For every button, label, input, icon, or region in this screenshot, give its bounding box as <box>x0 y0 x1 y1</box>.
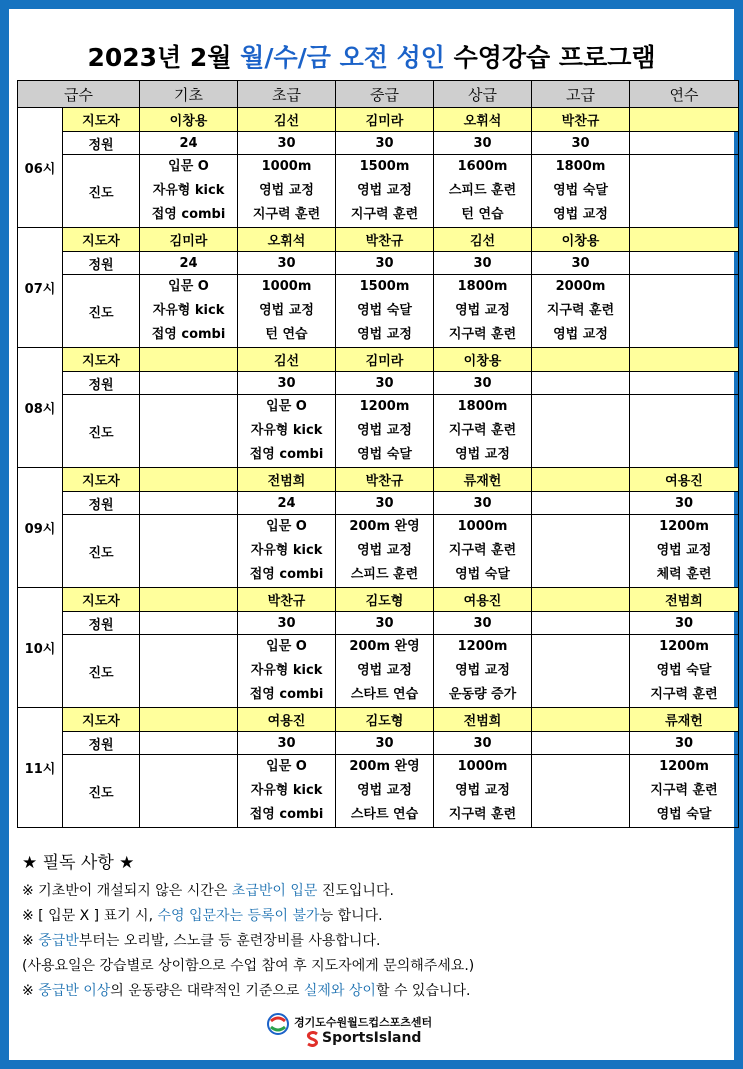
progress-line: 자유형 kick <box>250 663 323 678</box>
progress-line: 영법 교정 <box>357 543 412 558</box>
progress-cell <box>434 755 532 828</box>
instructor-cell <box>140 708 238 732</box>
progress-cell <box>630 275 739 348</box>
header-beginner: 초급 <box>238 81 336 108</box>
instructor-cell: 이창용 <box>140 108 238 132</box>
progress-cell <box>140 275 238 348</box>
progress-line: 접영 combi <box>249 807 324 822</box>
progress-line: 접영 combi <box>249 447 324 462</box>
progress-line: 영법 교정 <box>357 183 412 198</box>
note-4: (사용요일은 강습별로 상이함으로 수업 참여 후 지도자에게 문의해주세요.) <box>22 958 475 974</box>
emblem-icon <box>266 1012 290 1036</box>
progress-line: 1800m <box>457 399 508 414</box>
instructor-cell: 김도형 <box>336 588 434 612</box>
capacity-label: 정원 <box>63 612 140 635</box>
progress-cell <box>630 515 739 588</box>
progress-line: 영법 교정 <box>553 327 608 342</box>
progress-row <box>18 275 739 348</box>
progress-row <box>18 155 739 228</box>
capacity-cell <box>140 612 238 635</box>
capacity-cell <box>532 612 630 635</box>
instructor-cell: 김도형 <box>336 708 434 732</box>
progress-line: 1200m <box>659 519 709 534</box>
instructor-cell: 여용진 <box>238 708 336 732</box>
progress-line: 지구력 훈련 <box>252 207 321 222</box>
progress-line: 영법 교정 <box>357 327 412 342</box>
progress-line: 영법 숙달 <box>656 663 712 678</box>
progress-line: 입문 O <box>266 519 307 534</box>
progress-line: 턴 연습 <box>265 327 308 342</box>
capacity-cell: 30 <box>630 732 739 755</box>
notes-heading: ★ 필독 사항 ★ <box>22 853 135 873</box>
capacity-cell: 30 <box>434 372 532 395</box>
progress-cell <box>238 395 336 468</box>
progress-line: 영법 교정 <box>357 423 412 438</box>
instructor-cell: 박찬규 <box>238 588 336 612</box>
progress-line: 접영 combi <box>249 687 324 702</box>
progress-line: 1200m <box>359 399 410 414</box>
progress-cell <box>532 155 630 228</box>
progress-cell <box>140 755 238 828</box>
time-slot: 11시 <box>18 708 63 828</box>
instructor-cell: 오휘석 <box>434 108 532 132</box>
progress-line: 1000m <box>457 519 508 534</box>
time-slot: 06시 <box>18 108 63 228</box>
capacity-cell: 30 <box>336 732 434 755</box>
instructor-cell: 류재헌 <box>630 708 739 732</box>
progress-label: 진도 <box>63 395 140 468</box>
instructor-cell: 박찬규 <box>532 108 630 132</box>
progress-line: 스타트 연습 <box>350 687 419 702</box>
instructor-label: 지도자 <box>63 708 140 732</box>
progress-line: 200m 완영 <box>349 759 420 774</box>
progress-cell <box>336 155 434 228</box>
progress-line: 자유형 kick <box>250 543 323 558</box>
note-1: ※ 기초반이 개설되지 않은 시간은 초급반이 입문 진도입니다. <box>22 883 394 899</box>
progress-line: 지구력 훈련 <box>448 807 517 822</box>
capacity-cell: 30 <box>532 132 630 155</box>
progress-line: 지구력 훈련 <box>546 303 615 318</box>
progress-line: 1000m <box>261 159 312 174</box>
progress-line: 지구력 훈련 <box>448 423 517 438</box>
capacity-cell: 30 <box>336 252 434 275</box>
capacity-cell: 30 <box>434 132 532 155</box>
s-mark-icon <box>306 1031 320 1047</box>
progress-cell <box>434 275 532 348</box>
capacity-cell: 30 <box>434 252 532 275</box>
progress-line: 접영 combi <box>151 327 226 342</box>
capacity-cell: 30 <box>434 612 532 635</box>
note-2: ※ [ 입문 X ] 표기 시, 수영 입문자는 등록이 불가능 합니다. <box>22 908 383 924</box>
progress-line: 스피드 훈련 <box>448 183 517 198</box>
header-training: 연수 <box>630 81 739 108</box>
capacity-label: 정원 <box>63 732 140 755</box>
capacity-cell: 30 <box>434 492 532 515</box>
progress-cell <box>238 755 336 828</box>
progress-label: 진도 <box>63 755 140 828</box>
instructor-cell: 김선 <box>238 348 336 372</box>
progress-line: 영법 숙달 <box>455 567 510 582</box>
capacity-cell <box>532 492 630 515</box>
note-5: ※ 중급반 이상의 운동량은 대략적인 기준으로 실제와 상이할 수 있습니다. <box>22 983 471 999</box>
instructor-row <box>18 108 739 132</box>
progress-line: 자유형 kick <box>152 183 225 198</box>
time-slot: 08시 <box>18 348 63 468</box>
capacity-cell: 30 <box>336 132 434 155</box>
progress-line: 스타트 연습 <box>350 807 419 822</box>
progress-line: 입문 O <box>168 159 209 174</box>
progress-line: 2000m <box>555 279 606 294</box>
progress-cell <box>336 635 434 708</box>
progress-line: 자유형 kick <box>250 423 323 438</box>
progress-cell <box>336 275 434 348</box>
progress-line: 영법 교정 <box>357 663 412 678</box>
capacity-cell: 24 <box>140 252 238 275</box>
capacity-label: 정원 <box>63 492 140 515</box>
page-title: 2023년 2월 월/수/금 오전 성인 수영강습 프로그램 <box>87 43 656 72</box>
progress-cell <box>630 635 739 708</box>
schedule-table <box>17 80 739 828</box>
header-intermediate: 중급 <box>336 81 434 108</box>
progress-cell <box>532 515 630 588</box>
note-3: ※ 중급반부터는 오리발, 스노클 등 훈련장비를 사용합니다. <box>22 933 381 949</box>
progress-line: 1200m <box>659 639 709 654</box>
progress-label: 진도 <box>63 275 140 348</box>
capacity-row <box>18 132 739 155</box>
progress-line: 1000m <box>261 279 312 294</box>
instructor-cell: 김선 <box>434 228 532 252</box>
progress-label: 진도 <box>63 635 140 708</box>
progress-line: 지구력 훈련 <box>650 687 718 702</box>
instructor-cell: 김미라 <box>336 348 434 372</box>
instructor-cell <box>630 348 739 372</box>
progress-label: 진도 <box>63 515 140 588</box>
progress-cell <box>140 635 238 708</box>
instructor-label: 지도자 <box>63 348 140 372</box>
instructor-cell: 김미라 <box>336 108 434 132</box>
capacity-cell <box>630 132 739 155</box>
instructor-cell: 박찬규 <box>336 468 434 492</box>
instructor-cell: 이창용 <box>532 228 630 252</box>
capacity-cell: 24 <box>238 492 336 515</box>
progress-line: 200m 완영 <box>349 639 420 654</box>
header-upper: 상급 <box>434 81 532 108</box>
instructor-label: 지도자 <box>63 228 140 252</box>
progress-line: 1800m <box>457 279 508 294</box>
progress-cell <box>630 395 739 468</box>
progress-cell <box>140 395 238 468</box>
capacity-cell: 30 <box>532 252 630 275</box>
progress-line: 영법 교정 <box>455 783 510 798</box>
time-slot: 07시 <box>18 228 63 348</box>
progress-cell <box>630 155 739 228</box>
progress-cell <box>532 275 630 348</box>
progress-line: 영법 교정 <box>553 207 608 222</box>
progress-line: 영법 교정 <box>259 183 314 198</box>
progress-label: 진도 <box>63 155 140 228</box>
capacity-cell: 30 <box>238 612 336 635</box>
progress-row <box>18 635 739 708</box>
progress-line: 지구력 훈련 <box>650 783 718 798</box>
progress-cell <box>238 515 336 588</box>
instructor-cell <box>532 708 630 732</box>
instructor-cell: 오휘석 <box>238 228 336 252</box>
capacity-row <box>18 612 739 635</box>
instructor-cell: 전범희 <box>434 708 532 732</box>
instructor-row <box>18 588 739 612</box>
progress-line: 영법 교정 <box>259 303 314 318</box>
capacity-cell: 30 <box>238 132 336 155</box>
instructor-row <box>18 468 739 492</box>
instructor-label: 지도자 <box>63 108 140 132</box>
instructor-row <box>18 348 739 372</box>
capacity-row <box>18 732 739 755</box>
progress-line: 운동량 증가 <box>448 687 517 702</box>
instructor-cell: 김미라 <box>140 228 238 252</box>
progress-line: 1200m <box>457 639 508 654</box>
progress-line: 영법 숙달 <box>357 303 412 318</box>
progress-line: 1500m <box>359 159 410 174</box>
progress-line: 지구력 훈련 <box>448 543 517 558</box>
capacity-label: 정원 <box>63 372 140 395</box>
progress-cell <box>434 515 532 588</box>
capacity-cell: 30 <box>238 372 336 395</box>
progress-line: 영법 교정 <box>357 783 412 798</box>
capacity-cell: 30 <box>336 612 434 635</box>
capacity-cell: 24 <box>140 132 238 155</box>
progress-line: 지구력 훈련 <box>448 327 517 342</box>
instructor-cell: 전범희 <box>630 588 739 612</box>
instructor-cell: 여용진 <box>434 588 532 612</box>
progress-line: 1800m <box>555 159 606 174</box>
progress-line: 입문 O <box>266 639 307 654</box>
progress-cell <box>434 395 532 468</box>
instructor-cell <box>532 588 630 612</box>
progress-row <box>18 755 739 828</box>
capacity-cell: 30 <box>630 612 739 635</box>
instructor-cell <box>630 108 739 132</box>
instructor-cell: 김선 <box>238 108 336 132</box>
instructor-cell <box>532 468 630 492</box>
time-slot: 10시 <box>18 588 63 708</box>
capacity-row <box>18 372 739 395</box>
notes-section <box>22 848 722 1004</box>
instructor-cell <box>532 348 630 372</box>
progress-cell <box>532 635 630 708</box>
instructor-row <box>18 228 739 252</box>
progress-line: 입문 O <box>168 279 209 294</box>
instructor-label: 지도자 <box>63 588 140 612</box>
capacity-cell <box>140 732 238 755</box>
progress-line: 접영 combi <box>249 567 324 582</box>
progress-line: 접영 combi <box>151 207 226 222</box>
capacity-row <box>18 252 739 275</box>
instructor-cell: 전범희 <box>238 468 336 492</box>
progress-line: 영법 교정 <box>455 663 510 678</box>
capacity-label: 정원 <box>63 132 140 155</box>
progress-line: 1000m <box>457 759 508 774</box>
progress-line: 입문 O <box>266 759 307 774</box>
progress-line: 지구력 훈련 <box>350 207 419 222</box>
progress-line: 영법 숙달 <box>553 183 608 198</box>
header-advanced: 고급 <box>532 81 630 108</box>
capacity-row <box>18 492 739 515</box>
progress-line: 200m 완영 <box>349 519 420 534</box>
progress-cell <box>532 395 630 468</box>
sports-center-logo <box>266 1012 486 1050</box>
progress-line: 입문 O <box>266 399 307 414</box>
instructor-cell: 류재헌 <box>434 468 532 492</box>
capacity-cell <box>532 372 630 395</box>
progress-line: 영법 교정 <box>455 447 510 462</box>
time-slot: 09시 <box>18 468 63 588</box>
progress-line: 자유형 kick <box>250 783 323 798</box>
progress-cell <box>140 515 238 588</box>
instructor-cell: 이창용 <box>434 348 532 372</box>
capacity-cell <box>140 492 238 515</box>
instructor-cell <box>140 348 238 372</box>
capacity-cell: 30 <box>336 372 434 395</box>
header-level: 급수 <box>18 81 140 108</box>
brand-name: SportsIsland <box>322 1030 422 1046</box>
instructor-cell <box>140 588 238 612</box>
capacity-cell: 30 <box>238 252 336 275</box>
progress-cell <box>238 635 336 708</box>
progress-cell <box>630 755 739 828</box>
progress-line: 1600m <box>457 159 508 174</box>
header-basic: 기초 <box>140 81 238 108</box>
progress-line: 체력 훈련 <box>656 567 712 582</box>
progress-cell <box>238 275 336 348</box>
progress-line: 자유형 kick <box>152 303 225 318</box>
capacity-cell <box>630 252 739 275</box>
progress-cell <box>140 155 238 228</box>
progress-cell <box>336 755 434 828</box>
instructor-cell <box>630 228 739 252</box>
progress-line: 영법 숙달 <box>357 447 412 462</box>
instructor-row <box>18 708 739 732</box>
instructor-cell: 박찬규 <box>336 228 434 252</box>
progress-line: 1500m <box>359 279 410 294</box>
instructor-cell: 여용진 <box>630 468 739 492</box>
capacity-cell: 30 <box>630 492 739 515</box>
capacity-cell <box>630 372 739 395</box>
capacity-cell <box>140 372 238 395</box>
progress-cell <box>336 515 434 588</box>
progress-row <box>18 395 739 468</box>
progress-cell <box>336 395 434 468</box>
progress-cell <box>238 155 336 228</box>
progress-line: 영법 숙달 <box>656 807 712 822</box>
progress-cell <box>532 755 630 828</box>
progress-line: 영법 교정 <box>455 303 510 318</box>
progress-line: 스피드 훈련 <box>350 567 419 582</box>
capacity-label: 정원 <box>63 252 140 275</box>
progress-line: 영법 교정 <box>656 543 712 558</box>
header-row <box>18 81 739 108</box>
capacity-cell: 30 <box>434 732 532 755</box>
progress-line: 1200m <box>659 759 709 774</box>
capacity-cell <box>532 732 630 755</box>
org-name: 경기도수원월드컵스포츠센터 <box>294 1016 433 1029</box>
capacity-cell: 30 <box>336 492 434 515</box>
instructor-label: 지도자 <box>63 468 140 492</box>
progress-cell <box>434 635 532 708</box>
progress-cell <box>434 155 532 228</box>
progress-row <box>18 515 739 588</box>
instructor-cell <box>140 468 238 492</box>
capacity-cell: 30 <box>238 732 336 755</box>
progress-line: 턴 연습 <box>461 207 504 222</box>
